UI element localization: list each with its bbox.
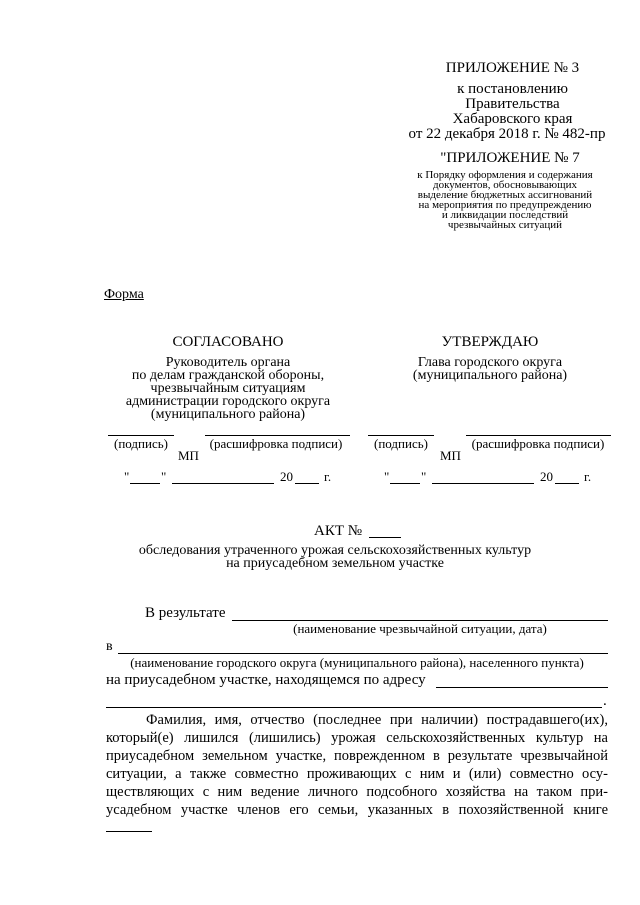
in-label: в [106, 639, 113, 654]
paragraph-line: который(е) лишился (лишились) урожая сельскохозяйственных культур на [106, 730, 608, 746]
decode-caption: (расшифровка подписи) [471, 436, 605, 451]
appendix-title: ПРИЛОЖЕНИЕ № 3 [445, 60, 580, 76]
address-end: . [603, 693, 607, 709]
paragraph-line: ществляющих с ним ведение личного подсобного хозяйства на таком при- [106, 784, 608, 800]
address-input-line-2[interactable] [106, 707, 602, 708]
inner-appendix-line: чрезвычайных ситуаций [447, 219, 563, 231]
agreed-line: (муниципального района) [150, 407, 306, 422]
date-quote: " [161, 469, 167, 484]
agreed-line: Руководитель органа [165, 355, 291, 370]
address-input-line[interactable] [436, 687, 608, 688]
approve-line: Глава городского округа [417, 355, 563, 370]
approve-line: (муниципального района) [412, 368, 568, 383]
approve-heading: УТВЕРЖДАЮ [441, 334, 539, 350]
stamp-label: МП [440, 448, 461, 463]
date-month-line[interactable] [172, 483, 274, 484]
date-quote: " [421, 469, 427, 484]
appendix-line: Хабаровского края [452, 111, 573, 127]
agreed-line: администрации городского округа [125, 394, 331, 409]
agreed-line: по делам гражданской обороны, [131, 368, 325, 383]
date-year-line[interactable] [555, 483, 579, 484]
appendix-line: Правительства [465, 96, 560, 112]
act-subtitle: на приусадебном земельном участке [226, 556, 444, 571]
location-caption: (наименование городского округа (муниципального района), населенного пункта) [130, 655, 584, 670]
date-quote: " [124, 469, 130, 484]
agreed-heading: СОГЛАСОВАНО [172, 334, 284, 350]
paragraph-line: приусадебном земельном участке, поврежденном в результате чрезвычайной [106, 748, 608, 764]
agreed-line: чрезвычайным ситуациям [150, 381, 306, 396]
date-day-line[interactable] [130, 483, 160, 484]
location-input-line[interactable] [118, 653, 608, 654]
year-prefix: 20 [540, 469, 553, 484]
stamp-label: МП [178, 448, 199, 463]
year-prefix: 20 [280, 469, 293, 484]
address-label: на приусадебном участке, находящемся по адресу [106, 672, 426, 688]
date-year-line[interactable] [295, 483, 319, 484]
act-title: АКТ № [314, 523, 363, 539]
date-month-line[interactable] [432, 483, 534, 484]
appendix-line: к постановлению [457, 81, 568, 97]
appendix-date: от 22 декабря 2018 г. № 482-пр [408, 126, 606, 142]
body-paragraph [106, 711, 608, 819]
paragraph-line: усадебном участке членов его семьи, указанных в похозяйственной книге [106, 802, 608, 818]
result-caption: (наименование чрезвычайной ситуации, дата) [293, 621, 547, 636]
inner-appendix-title: "ПРИЛОЖЕНИЕ № 7 [440, 150, 580, 166]
year-suffix: г. [324, 469, 332, 484]
date-quote: " [384, 469, 390, 484]
form-label: Форма [104, 287, 144, 302]
inner-appendix-line: выделение бюджетных ассигнований [417, 189, 593, 201]
act-subtitle: обследования утраченного урожая сельскохозяйственных культур [138, 543, 532, 558]
act-number-line[interactable] [369, 537, 401, 538]
decode-caption: (расшифровка подписи) [209, 436, 343, 451]
signature-caption: (подпись) [114, 436, 168, 451]
inner-appendix-line: документов, обосновывающих [433, 179, 577, 191]
inner-appendix-line: и ликвидации последствий [441, 209, 569, 221]
signature-caption: (подпись) [374, 436, 428, 451]
year-suffix: г. [584, 469, 592, 484]
date-day-line[interactable] [390, 483, 420, 484]
paragraph-line: Фамилия, имя, отчество (последнее при наличии) пострадавшего(их), [146, 712, 608, 728]
paragraph-line: ситуации, а также совместно проживающих с ним и (или) совместно осу- [106, 766, 608, 782]
inner-appendix-line: на мероприятия по предупреждению [418, 199, 592, 211]
result-label: В результате [145, 605, 226, 621]
footnote-separator [106, 831, 152, 832]
inner-appendix-line: к Порядку оформления и содержания [417, 169, 593, 181]
